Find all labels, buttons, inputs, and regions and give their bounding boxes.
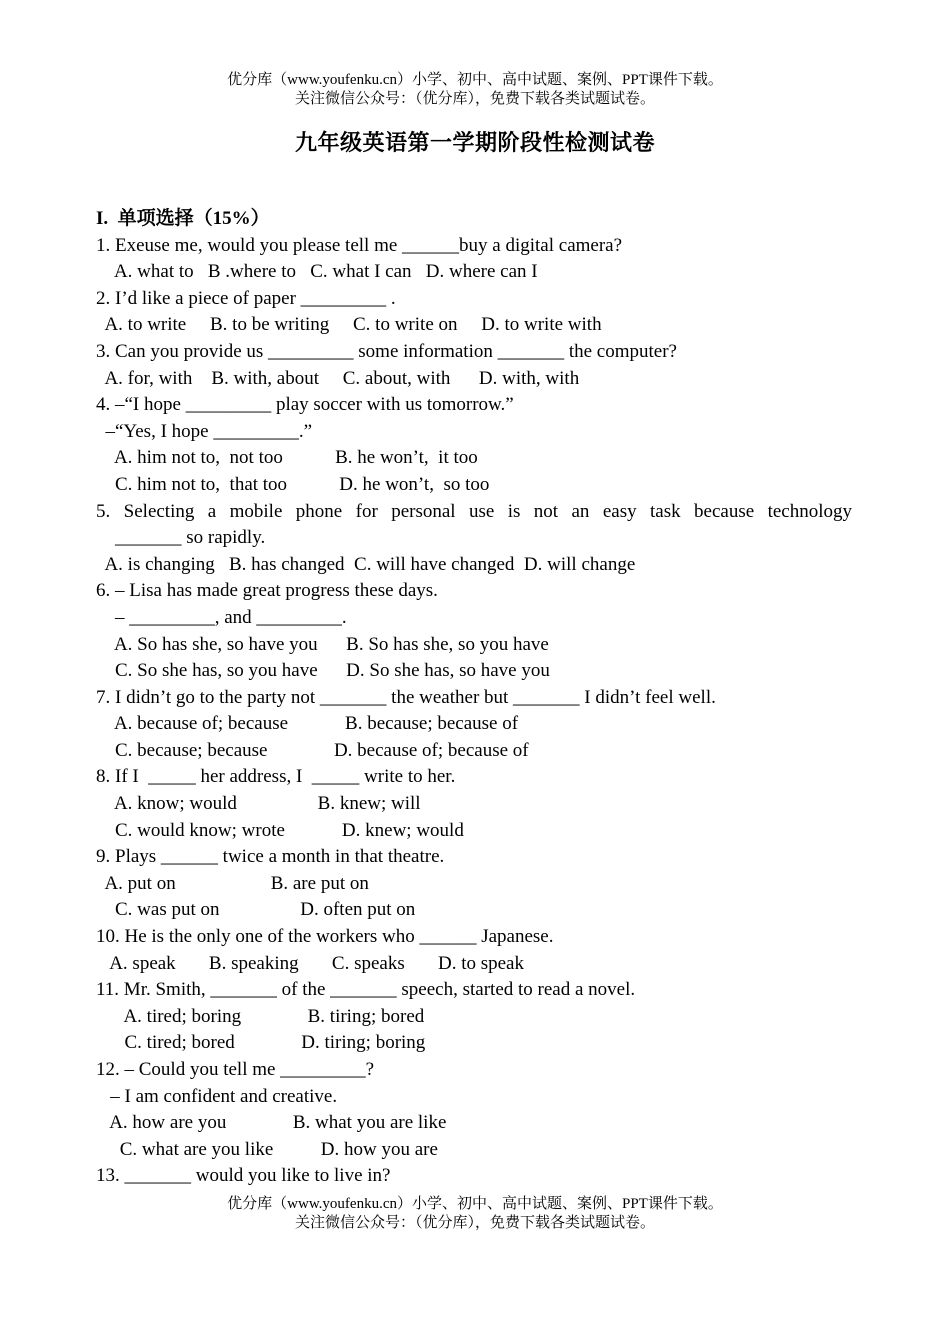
page-title: 九年级英语第一学期阶段性检测试卷 bbox=[294, 130, 655, 155]
question-line: 2. I’d like a piece of paper _________ . bbox=[96, 287, 396, 309]
question-line: 11. Mr. Smith, _______ of the _______ speech, started to read a novel. bbox=[96, 979, 636, 1001]
question-line: _______ so rapidly. bbox=[96, 527, 266, 549]
option-line: A. So has she, so have you B. So has she, so you have bbox=[96, 633, 549, 655]
option-line: C. what are you like D. how you are bbox=[96, 1138, 438, 1160]
footer-line-1: 优分库（www.youfenku.cn）小学、初中、高中试题、案例、PPT课件下载。 bbox=[227, 1196, 723, 1212]
question-line: 4. –“I hope _________ play soccer with us tomorrow.” bbox=[96, 394, 514, 416]
question-line: 3. Can you provide us _________ some information _______ the computer? bbox=[96, 340, 677, 362]
question-line: – _________, and _________. bbox=[96, 606, 347, 628]
option-line: C. tired; bored D. tiring; boring bbox=[96, 1032, 426, 1054]
header-line-1: 优分库（www.youfenku.cn）小学、初中、高中试题、案例、PPT课件下载。 bbox=[227, 72, 723, 88]
question-line: 7. I didn’t go to the party not _______ the weather but _______ I didn’t feel well. bbox=[96, 686, 716, 708]
option-line: A. tired; boring B. tiring; bored bbox=[96, 1005, 425, 1027]
question-line: 9. Plays ______ twice a month in that theatre. bbox=[96, 846, 445, 868]
question-line: 12. – Could you tell me _________? bbox=[96, 1059, 375, 1080]
question-line: –“Yes, I hope _________.” bbox=[96, 420, 313, 442]
footer-line-2: 关注微信公众号：（优分库），免费下载各类试题试卷。 bbox=[294, 1215, 655, 1231]
question-line: 5. Selecting a mobile phone for personal use is not an easy task because technology bbox=[96, 500, 852, 522]
option-line: A. to write B. to be writing C. to write on D. to write with bbox=[96, 314, 602, 336]
page-header bbox=[0, 71, 950, 109]
question-line: 10. He is the only one of the workers who ______ Japanese. bbox=[96, 926, 554, 948]
option-line: A. is changing B. has changed C. will have changed D. will change bbox=[96, 553, 636, 575]
question-line: – I am confident and creative. bbox=[96, 1085, 338, 1107]
question-line: 6. – Lisa has made great progress these days. bbox=[96, 580, 438, 602]
page-footer bbox=[0, 1195, 950, 1233]
header-line-2: 关注微信公众号：（优分库），免费下载各类试题试卷。 bbox=[294, 91, 655, 107]
question-line: 13. _______ would you like to live in? bbox=[96, 1165, 391, 1187]
option-line: A. because of; because B. because; because of bbox=[96, 713, 519, 735]
option-line: A. speak B. speaking C. speaks D. to speak bbox=[96, 952, 524, 974]
section-heading: I. 单项选择（15%） bbox=[96, 208, 270, 229]
exam-content bbox=[96, 206, 852, 1190]
option-line: A. how are you B. what you are like bbox=[96, 1112, 447, 1134]
question-line: 8. If I _____ her address, I _____ write to her. bbox=[96, 766, 456, 788]
option-line: A. know; would B. knew; will bbox=[96, 793, 421, 815]
option-line: A. put on B. are put on bbox=[96, 872, 369, 894]
option-line: A. what to B .where to C. what I can D. where can I bbox=[96, 261, 538, 283]
option-line: A. for, with B. with, about C. about, with D. with, with bbox=[96, 367, 580, 389]
option-line: C. was put on D. often put on bbox=[96, 899, 416, 921]
option-line: A. him not to, not too B. he won’t, it too bbox=[96, 447, 478, 469]
question-line: 1. Exeuse me, would you please tell me ______buy a digital camera? bbox=[96, 234, 623, 256]
option-line: C. him not to, that too D. he won’t, so too bbox=[96, 473, 490, 495]
option-line: C. So she has, so you have D. So she has, so have you bbox=[96, 660, 550, 682]
option-line: C. because; because D. because of; because of bbox=[96, 739, 529, 761]
option-line: C. would know; wrote D. knew; would bbox=[96, 819, 464, 841]
